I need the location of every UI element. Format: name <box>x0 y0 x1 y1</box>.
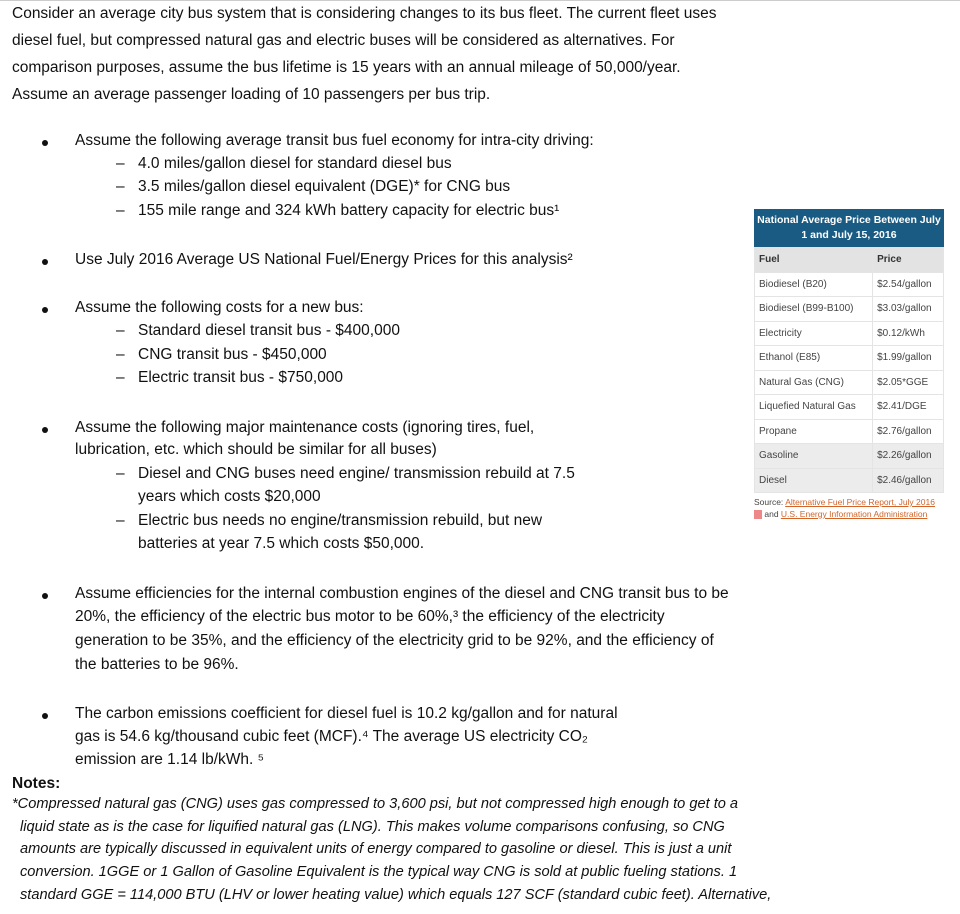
source-and: and <box>762 509 781 519</box>
intro-line: Assume an average passenger loading of 10 passengers per bus trip. <box>12 86 491 103</box>
price-cell: $2.76/gallon <box>873 419 944 444</box>
bullet-text: Use July 2016 Average US National Fuel/Energy Prices for this analysis² <box>75 251 573 268</box>
table-row <box>755 468 944 493</box>
sub-bullet-text: Standard diesel transit bus - $400,000 <box>138 322 400 339</box>
note-line: liquid state as is the case for liquified natural gas (LNG). This makes volume comparisons confusing, so CNG <box>20 819 725 835</box>
source-link-afdc[interactable]: Alternative Fuel Price Report, July 2016 <box>785 497 935 507</box>
bullet-text: emission are 1.14 lb/kWh. ⁵ <box>75 751 265 768</box>
bullet-text: gas is 54.6 kg/thousand cubic feet (MCF).⁴ The average US electricity CO₂ <box>75 728 588 745</box>
table-row <box>755 419 944 444</box>
fuel-cell: Ethanol (E85) <box>755 346 873 371</box>
bullet-text: Assume the following average transit bus fuel economy for intra-city driving: <box>75 132 594 149</box>
sub-bullet-text: years which costs $20,000 <box>138 488 321 505</box>
note-line: amounts are typically discussed in equivalent units of energy compared to gasoline or diesel. This is just a unit <box>20 841 732 857</box>
sub-bullet-text: 4.0 miles/gallon diesel for standard diesel bus <box>138 155 452 172</box>
fuel-price-table <box>754 209 944 520</box>
page-top-border <box>0 0 960 1</box>
notes-heading: Notes: <box>12 775 61 792</box>
table-row <box>755 395 944 420</box>
table-row <box>755 272 944 297</box>
fuel-cell: Gasoline <box>755 444 873 469</box>
sub-bullet-text: 155 mile range and 324 kWh battery capacity for electric bus¹ <box>138 202 560 219</box>
dash-icon: – <box>116 512 125 529</box>
bullet-text: Assume the following major maintenance costs (ignoring tires, fuel, <box>75 419 535 436</box>
sub-bullet-text: Electric bus needs no engine/transmission rebuild, but new <box>138 512 543 529</box>
fuel-cell: Biodiesel (B20) <box>755 272 873 297</box>
sub-bullet-text: 3.5 miles/gallon diesel equivalent (DGE)* for CNG bus <box>138 178 511 195</box>
table-title: National Average Price Between July 1 and July 15, 2016 <box>754 209 944 247</box>
dash-icon: – <box>116 202 125 219</box>
price-cell: $3.03/gallon <box>873 297 944 322</box>
price-cell: $0.12/kWh <box>873 321 944 346</box>
price-cell: $2.46/gallon <box>873 468 944 493</box>
note-line: *Compressed natural gas (CNG) uses gas compressed to 3,600 psi, but not compressed high enough to get to a <box>12 796 739 812</box>
dash-icon: – <box>116 155 125 172</box>
dash-icon: – <box>116 322 125 339</box>
price-cell: $2.54/gallon <box>873 272 944 297</box>
bullet-icon <box>42 307 48 313</box>
table-row <box>755 444 944 469</box>
intro-line: comparison purposes, assume the bus lifetime is 15 years with an annual mileage of 50,000/year. <box>12 59 681 76</box>
fuel-cell: Liquefied Natural Gas <box>755 395 873 420</box>
price-cell: $2.41/DGE <box>873 395 944 420</box>
sub-bullet-text: CNG transit bus - $450,000 <box>138 346 327 363</box>
bullet-text: lubrication, etc. which should be similar for all buses) <box>75 441 437 458</box>
bullet-icon <box>42 259 48 265</box>
fuel-cell: Propane <box>755 419 873 444</box>
bullet-text: generation to be 35%, and the efficiency of the electricity grid to be 92%, and the efficiency of <box>75 632 714 649</box>
bullet-text: The carbon emissions coefficient for diesel fuel is 10.2 kg/gallon and for natural <box>75 705 618 722</box>
fuel-cell: Diesel <box>755 468 873 493</box>
bullet-text: Assume efficiencies for the internal combustion engines of the diesel and CNG transit bus to be <box>75 585 729 602</box>
pdf-icon <box>754 510 762 519</box>
bullet-text: Assume the following costs for a new bus: <box>75 299 364 316</box>
sub-bullet-text: Diesel and CNG buses need engine/ transmission rebuild at 7.5 <box>138 465 575 482</box>
table-row <box>755 321 944 346</box>
bullet-icon <box>42 593 48 599</box>
dash-icon: – <box>116 346 125 363</box>
note-line: conversion. 1GGE or 1 Gallon of Gasoline Equivalent is the typical way CNG is sold at public fueling stations. 1 <box>20 864 738 880</box>
table-row <box>755 370 944 395</box>
fuel-cell: Biodiesel (B99-B100) <box>755 297 873 322</box>
price-cell: $2.26/gallon <box>873 444 944 469</box>
price-cell: $1.99/gallon <box>873 346 944 371</box>
column-header: Price <box>873 248 944 273</box>
price-cell: $2.05*GGE <box>873 370 944 395</box>
column-header: Fuel <box>755 248 873 273</box>
table-row <box>755 346 944 371</box>
fuel-cell: Natural Gas (CNG) <box>755 370 873 395</box>
note-line: standard GGE = 114,000 BTU (LHV or lower heating value) which equals 127 SCF (standard cubic feet). Alternative, <box>20 887 772 903</box>
intro-line: diesel fuel, but compressed natural gas and electric buses will be considered as alternatives. For <box>12 32 675 49</box>
bullet-text: 20%, the efficiency of the electric bus motor to be 60%,³ the efficiency of the electricity <box>75 608 665 625</box>
sub-bullet-text: batteries at year 7.5 which costs $50,000. <box>138 535 425 552</box>
intro-line: Consider an average city bus system that is considering changes to its bus fleet. The current fleet uses <box>12 5 717 22</box>
dash-icon: – <box>116 178 125 195</box>
fuel-cell: Electricity <box>755 321 873 346</box>
table-source <box>754 496 944 520</box>
bullet-icon <box>42 140 48 146</box>
dash-icon: – <box>116 465 125 482</box>
sub-bullet-text: Electric transit bus - $750,000 <box>138 369 344 386</box>
table-header-row <box>755 248 944 273</box>
table-row <box>755 297 944 322</box>
source-label: Source: <box>754 497 786 507</box>
bullet-text: the batteries to be 96%. <box>75 656 239 673</box>
bullet-icon <box>42 427 48 433</box>
dash-icon: – <box>116 369 125 386</box>
source-link-eia[interactable]: U.S. Energy Information Administration <box>780 509 928 519</box>
bullet-icon <box>42 713 48 719</box>
